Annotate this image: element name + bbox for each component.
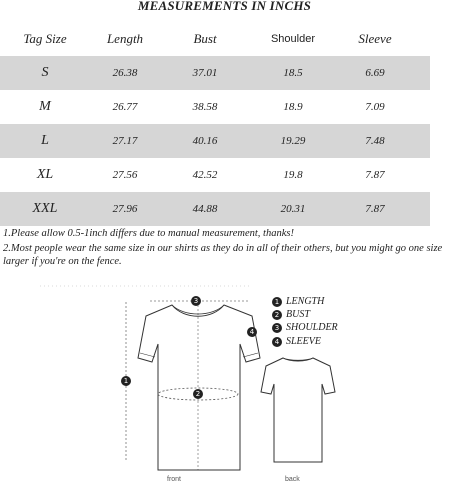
legend-number: 4 — [272, 337, 282, 347]
marker-number: 3 — [191, 296, 201, 306]
legend-label: SLEEVE — [286, 336, 321, 347]
back-caption: back — [285, 476, 300, 483]
cell-tag-size: XL — [36, 167, 54, 182]
marker-shoulder — [191, 296, 205, 306]
legend-shoulder — [272, 322, 338, 333]
marker-number: 4 — [247, 327, 257, 337]
cell-bust: 44.88 — [192, 203, 218, 215]
cell-length: 26.38 — [112, 67, 138, 79]
header-tag-size: Tag Size — [23, 31, 67, 46]
legend-length — [272, 296, 324, 307]
cell-bust: 37.01 — [192, 67, 218, 79]
cell-sleeve: 7.87 — [365, 169, 385, 181]
cell-shoulder: 18.5 — [283, 67, 303, 79]
size-chart-table — [0, 22, 430, 226]
sleeve-hem-left — [140, 353, 155, 357]
cell-tag-size: XXL — [32, 201, 58, 216]
cell-shoulder: 18.9 — [283, 101, 303, 113]
header-sleeve: Sleeve — [358, 31, 392, 46]
back-shirt-icon — [261, 358, 335, 462]
cell-bust: 42.52 — [192, 169, 218, 181]
table-header-row — [0, 22, 430, 56]
cell-bust: 40.16 — [192, 135, 218, 147]
marker-number: 1 — [121, 376, 131, 386]
table-row — [0, 90, 430, 124]
cell-tag-size: L — [41, 133, 49, 148]
cell-shoulder: 19.29 — [280, 135, 306, 147]
shirt-diagram-svg — [0, 280, 449, 488]
legend-number: 2 — [272, 310, 282, 320]
header-shoulder: Shoulder — [270, 33, 316, 45]
measurement-notes — [3, 227, 449, 270]
cell-sleeve: 7.48 — [365, 135, 385, 147]
cell-length: 27.96 — [112, 203, 138, 215]
header-bust: Bust — [193, 31, 217, 46]
legend-label: LENGTH — [286, 296, 325, 307]
cell-tag-size: S — [41, 65, 49, 80]
front-shirt-icon — [138, 305, 260, 470]
cell-sleeve: 7.87 — [365, 203, 385, 215]
marker-number: 2 — [193, 389, 203, 399]
note-sizing-advice: 2.Most people wear the same size in our shirts as they do in all of their others, but you might go one size larger if you're on the fence. — [3, 242, 443, 267]
header-length: Length — [106, 31, 144, 46]
cell-length: 27.56 — [112, 169, 138, 181]
marker-bust — [193, 389, 207, 399]
legend-number: 3 — [272, 323, 282, 333]
note-allowance: 1.Please allow 0.5-1inch differs due to manual measurement, thanks! — [3, 228, 294, 239]
measurement-diagram — [0, 280, 449, 488]
cell-sleeve: 7.09 — [365, 101, 385, 113]
page-title: MEASUREMENTS IN INCHS — [137, 0, 312, 13]
cell-sleeve: 6.69 — [365, 67, 385, 79]
legend-sleeve — [272, 336, 321, 347]
marker-sleeve — [247, 327, 261, 337]
cell-tag-size: M — [39, 99, 51, 114]
legend-bust — [272, 309, 310, 320]
table-row — [0, 192, 430, 226]
front-caption: front — [167, 476, 182, 483]
table-row — [0, 158, 430, 192]
cell-shoulder: 20.31 — [280, 203, 306, 215]
table-row — [0, 56, 430, 90]
cell-bust: 38.58 — [192, 101, 218, 113]
legend-label: BUST — [286, 309, 310, 320]
marker-length — [121, 376, 135, 386]
legend-number: 1 — [272, 297, 282, 307]
sleeve-hem-right — [243, 353, 258, 357]
table-row — [0, 124, 430, 158]
cell-shoulder: 19.8 — [283, 169, 303, 181]
cell-length: 26.77 — [112, 101, 138, 113]
legend-label: SHOULDER — [286, 322, 338, 333]
cell-length: 27.17 — [112, 135, 138, 147]
